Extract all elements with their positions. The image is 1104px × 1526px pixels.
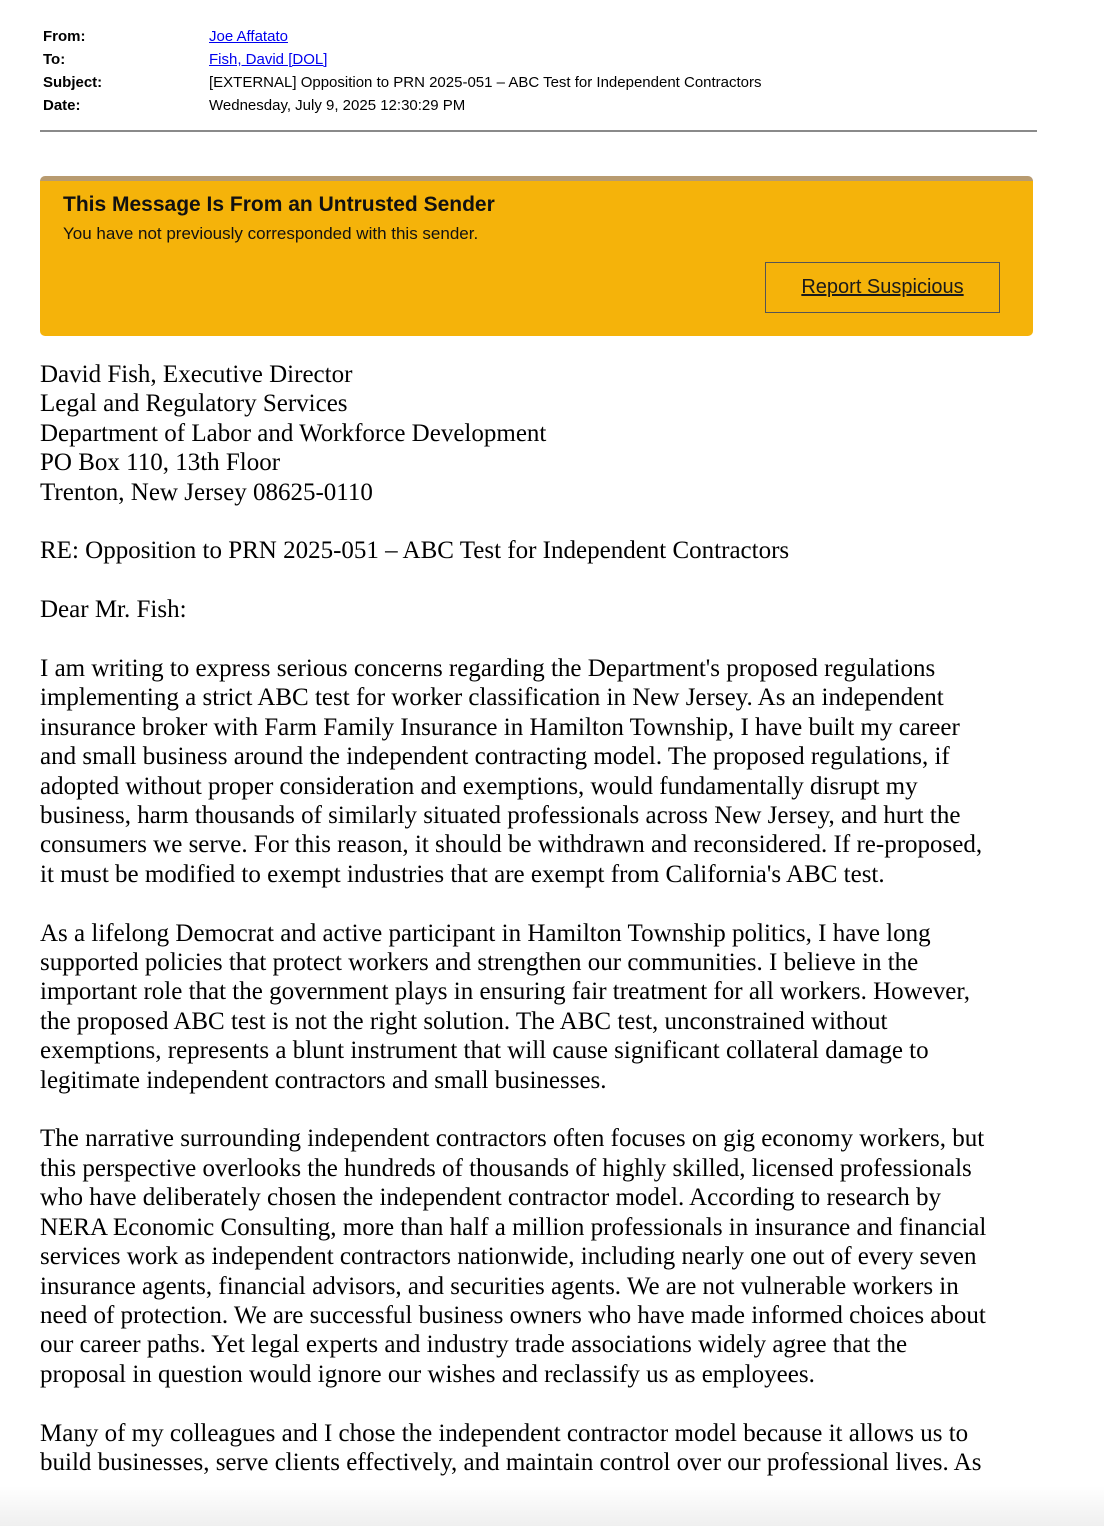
page-bottom-fade — [0, 1486, 1104, 1526]
text-line: NERA Economic Consulting, more than half a million professionals in insurance and financial — [40, 1213, 987, 1241]
date-row — [43, 96, 762, 119]
text-line: consumers we serve. For this reason, it should be withdrawn and reconsidered. If re-proposed, — [40, 831, 983, 859]
text-line: business, harm thousands of similarly situated professionals across New Jersey, and hurt the — [40, 802, 961, 830]
subject-label: Subject: — [43, 74, 103, 91]
paragraph-3 — [40, 1124, 1050, 1389]
address-line: Legal and Regulatory Services — [40, 390, 348, 418]
from-label: From: — [43, 28, 86, 45]
subject-value: [EXTERNAL] Opposition to PRN 2025-051 – ABC Test for Independent Contractors — [209, 74, 762, 91]
letter-body — [40, 360, 1050, 1477]
paragraph-4 — [40, 1419, 1050, 1478]
text-line: services work as independent contractors nationwide, including nearly one out of every seven — [40, 1243, 977, 1271]
text-line: exemptions, represents a blunt instrument that will cause significant collateral damage to — [40, 1037, 929, 1065]
address-line: Trenton, New Jersey 08625-0110 — [40, 478, 373, 506]
text-line: our career paths. Yet legal experts and industry trade associations widely agree that the — [40, 1331, 908, 1359]
email-header — [43, 27, 762, 119]
text-line: this perspective overlooks the hundreds of thousands of highly skilled, licensed professionals — [40, 1154, 972, 1182]
address-line: David Fish, Executive Director — [40, 361, 353, 388]
text-line: it must be modified to exempt industries that are exempt from California's ABC test. — [40, 860, 885, 888]
banner-subtitle: You have not previously corresponded with this sender. — [63, 224, 479, 243]
text-line: insurance broker with Farm Family Insurance in Hamilton Township, I have built my career — [40, 713, 960, 741]
text-line: build businesses, serve clients effectively, and maintain control over our professional lives. As — [40, 1448, 982, 1476]
text-line: proposal in question would ignore our wishes and reclassify us as employees. — [40, 1360, 815, 1388]
salutation: Dear Mr. Fish: — [40, 596, 187, 624]
to-row — [43, 50, 762, 73]
text-line: important role that the government plays in ensuring fair treatment for all workers. However, — [40, 978, 970, 1006]
text-line: the proposed ABC test is not the right solution. The ABC test, unconstrained without — [40, 1007, 888, 1035]
address-line: PO Box 110, 13th Floor — [40, 449, 281, 477]
to-link[interactable]: Fish, David [DOL] — [209, 51, 328, 68]
text-line: adopted without proper consideration and exemptions, would fundamentally disrupt my — [40, 772, 918, 800]
paragraph-1 — [40, 654, 1050, 889]
date-label: Date: — [43, 97, 81, 114]
to-label: To: — [43, 51, 66, 68]
text-line: insurance agents, financial advisors, and securities agents. We are not vulnerable workers in — [40, 1272, 959, 1300]
from-link[interactable]: Joe Affatato — [209, 28, 288, 45]
re-line: RE: Opposition to PRN 2025-051 – ABC Test for Independent Contractors — [40, 537, 790, 565]
text-line: I am writing to express serious concerns regarding the Department's proposed regulations — [40, 655, 936, 683]
text-line: Many of my colleagues and I chose the independent contractor model because it allows us to — [40, 1419, 969, 1447]
text-line: The narrative surrounding independent contractors often focuses on gig economy workers, but — [40, 1125, 985, 1153]
text-line: need of protection. We are successful business owners who have made informed choices about — [40, 1301, 986, 1329]
text-line: and small business around the independent contracting model. The proposed regulations, if — [40, 743, 950, 771]
paragraph-2 — [40, 919, 1050, 1095]
text-line: legitimate independent contractors and small businesses. — [40, 1066, 607, 1094]
header-divider — [40, 130, 1037, 132]
recipient-address — [40, 360, 1050, 507]
report-suspicious-button[interactable]: Report Suspicious — [765, 262, 1000, 313]
text-line: supported policies that protect workers and strengthen our communities. I believe in the — [40, 949, 919, 977]
text-line: implementing a strict ABC test for worker classification in New Jersey. As an independent — [40, 684, 944, 712]
text-line: As a lifelong Democrat and active participant in Hamilton Township politics, I have long — [40, 919, 931, 947]
subject-row — [43, 73, 762, 96]
from-row — [43, 27, 762, 50]
untrusted-sender-banner — [40, 176, 1033, 336]
date-value: Wednesday, July 9, 2025 12:30:29 PM — [209, 97, 466, 114]
banner-title: This Message Is From an Untrusted Sender — [63, 193, 495, 216]
text-line: who have deliberately chosen the independent contractor model. According to research by — [40, 1184, 942, 1212]
address-line: Department of Labor and Workforce Development — [40, 419, 547, 447]
